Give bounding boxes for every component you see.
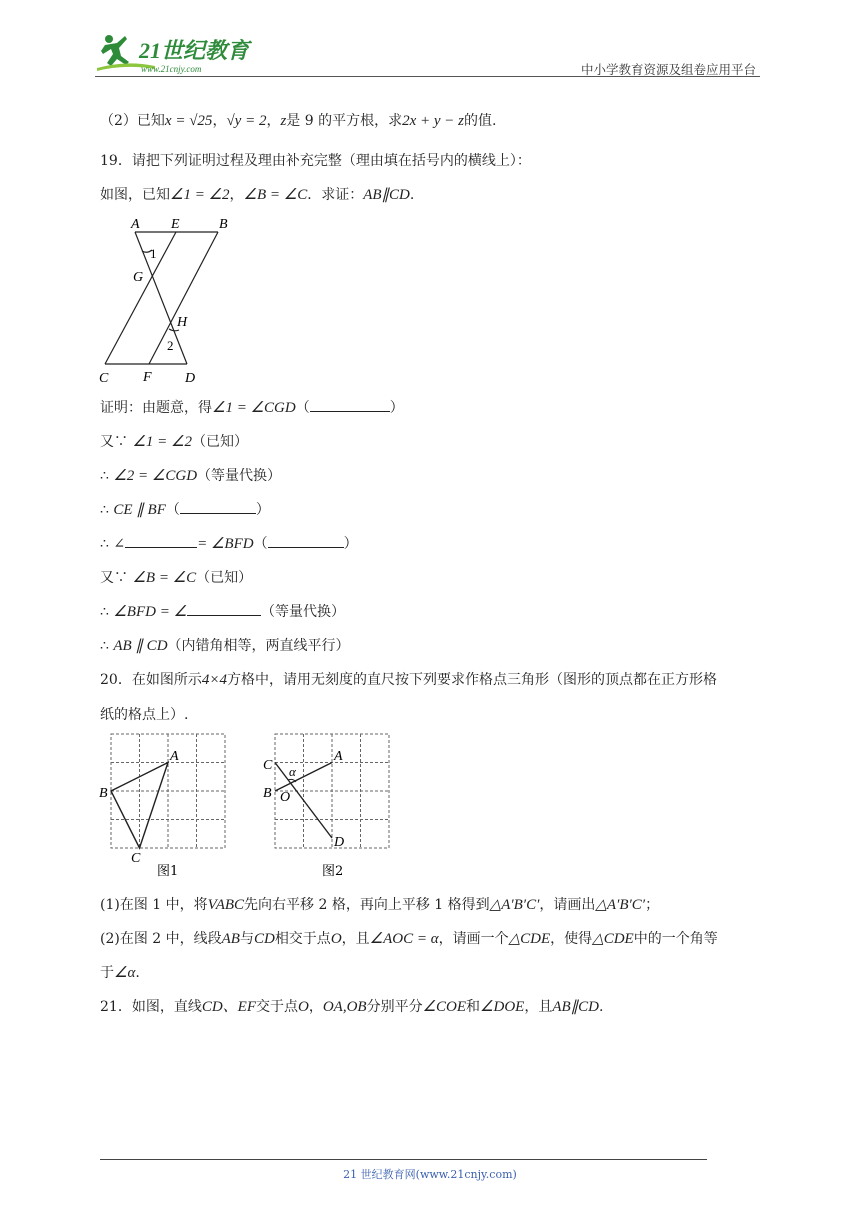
q19-given-mid: ．求证： <box>307 187 364 203</box>
q18-part2 <box>100 111 496 131</box>
q20-title-b: 方格中，请用无刻度的直尺按下列要求作格点三角形（图形的顶点都在正方形格 <box>226 672 717 688</box>
q20p1-c: ，请画出 <box>539 897 596 913</box>
q20p2-a: (2)在图 2 中，线段 <box>100 931 222 947</box>
step8-prefix: ∴ <box>100 638 114 654</box>
proof-step-1 <box>100 398 404 418</box>
step7-prefix: ∴ <box>100 604 114 620</box>
q21-stem <box>100 997 603 1017</box>
label-C: C <box>99 371 109 386</box>
line-EC <box>105 232 176 364</box>
logo-url: www.21cnjy.com <box>141 64 202 74</box>
fig2-label-D: D <box>334 835 345 850</box>
fig2-caption: 图2 <box>322 864 344 879</box>
grid-1 <box>111 734 225 848</box>
fig1-label-B: B <box>99 786 108 801</box>
q20p1-a: (1)在图 1 中，将 <box>100 897 208 913</box>
q20p2-m4: ∠AOC = α <box>369 931 439 947</box>
q19-given <box>100 185 414 205</box>
q20p2-b: 与 <box>239 931 254 947</box>
label-A: A <box>131 217 140 232</box>
q20-figure-1 <box>95 730 235 880</box>
q18-lead: （2）已知 <box>100 113 165 129</box>
q20p1-m2: △A′B′C′ <box>489 897 540 913</box>
q21-a: 21．如图，直线 <box>100 999 202 1015</box>
footer-divider <box>100 1159 707 1160</box>
q20-figure-2 <box>258 730 398 880</box>
step3-prefix: ∴ <box>100 468 114 484</box>
logo-text: 21世纪教育 <box>139 38 250 63</box>
q18-target-expr: 2x + y − z <box>402 113 465 129</box>
step5-open: （ <box>253 536 268 552</box>
site-logo <box>95 30 265 80</box>
q20-part1 <box>100 895 659 915</box>
q21-e: 和 <box>466 999 481 1015</box>
q21-d: 分别平分 <box>366 999 423 1015</box>
fig1-label-C: C <box>131 851 141 866</box>
footer-source: 21 世纪教育网(www.21cnjy.com) <box>343 1168 517 1181</box>
proof-step-8 <box>100 636 350 656</box>
label-B: B <box>219 217 228 232</box>
q20p2-m5: △CDE <box>508 931 551 947</box>
q20-title-a: 20．在如图所示 <box>100 672 202 688</box>
reason-blank-2[interactable] <box>180 501 256 514</box>
proof-step-6 <box>100 568 252 588</box>
step3-reason: （等量代换） <box>197 468 282 484</box>
step1-close: ） <box>389 400 404 416</box>
q20p2-m1: AB <box>221 931 240 947</box>
q21-m1: CD、EF <box>201 999 256 1015</box>
step2-prefix: 又∵ <box>100 434 133 450</box>
label-angle-1: 1 <box>150 246 157 261</box>
fig1-caption: 图1 <box>157 864 179 879</box>
fig2-label-O: O <box>280 790 291 805</box>
q21-c: ， <box>308 999 323 1015</box>
step7-math: ∠BFD = ∠ <box>113 604 188 620</box>
fig2-label-C: C <box>263 758 273 773</box>
q18-z: z <box>280 113 287 129</box>
step2-math: ∠1 = ∠2 <box>132 434 192 450</box>
q18-mid: 是 9 的平方根，求 <box>286 113 403 129</box>
q20p2-e: ，请画一个 <box>438 931 509 947</box>
q21-b: 交于点 <box>256 999 298 1015</box>
q20p1-d: ； <box>645 897 660 913</box>
q18-y-expr: √y = 2 <box>226 113 267 129</box>
q18-sep1: ， <box>212 113 227 129</box>
q20p1-m3: △A′B′C′ <box>595 897 646 913</box>
q20p2-d: ，且 <box>341 931 370 947</box>
q20p2-m6: △CDE <box>592 931 634 947</box>
q19-given-end: . <box>409 187 415 203</box>
q18-sep2: ， <box>266 113 281 129</box>
step1-open: （ <box>295 400 310 416</box>
grid-2 <box>275 734 389 848</box>
q19-title: 19．请把下列证明过程及理由补充完整（理由填在括号内的横线上）： <box>100 153 531 169</box>
proof-step-5 <box>100 534 358 554</box>
reason-blank-3[interactable] <box>268 535 344 548</box>
step5-math: = ∠BFD <box>197 536 254 552</box>
fig2-label-B: B <box>263 786 272 801</box>
q20-part2 <box>100 929 718 949</box>
q21-f: ，且 <box>524 999 553 1015</box>
q20-grid-size: 4×4 <box>201 672 227 688</box>
q21-m2: O <box>298 999 309 1015</box>
line-BF <box>149 232 218 364</box>
q21-g: . <box>599 999 604 1015</box>
q21-m3: OA,OB <box>322 999 367 1015</box>
step6-reason: （已知） <box>196 570 253 586</box>
step6-math: ∠B = ∠C <box>132 570 197 586</box>
step4-prefix: ∴ <box>100 502 114 518</box>
step4-close: ） <box>255 502 270 518</box>
step5-prefix: ∴ ∠ <box>100 536 126 552</box>
q20p1-b: 先向右平移 2 格，再向上平移 1 格得到 <box>244 897 490 913</box>
q20-part2-line2 <box>100 963 140 983</box>
fig1-label-A: A <box>170 749 179 764</box>
reason-blank-1[interactable] <box>310 399 390 412</box>
step4-math: CE ∥ BF <box>113 502 166 518</box>
q21-m4: ∠COE <box>422 999 467 1015</box>
page-header <box>95 30 760 82</box>
q20p2-c: 相交于点 <box>274 931 331 947</box>
proof-step-2 <box>100 432 248 452</box>
q20p2-l2-m: ∠α <box>114 965 136 981</box>
q20p2-m2: CD <box>253 931 275 947</box>
platform-name: 中小学教育资源及组卷应用平台 <box>580 62 756 77</box>
q19-given-math3: AB∥CD <box>363 187 410 203</box>
label-F: F <box>143 370 152 385</box>
step4-open: （ <box>165 502 180 518</box>
q20p2-l2-b: . <box>135 965 140 981</box>
proof-step-4 <box>100 500 270 520</box>
step8-math: AB ∥ CD <box>113 638 168 654</box>
q19-given-math1: ∠1 = ∠2 <box>170 187 230 203</box>
step3-math: ∠2 = ∠CGD <box>113 468 198 484</box>
q20p2-f: ，使得 <box>550 931 593 947</box>
q20p2-m3: O <box>330 931 342 947</box>
q19-given-sep: ， <box>229 187 244 203</box>
label-angle-2: 2 <box>167 338 174 353</box>
angle-blank-2[interactable] <box>187 603 261 616</box>
step7-reason: （等量代换） <box>261 604 346 620</box>
q19-given-lead: 如图，已知 <box>100 187 170 203</box>
fig2-label-A: A <box>334 749 343 764</box>
q19-given-math2: ∠B = ∠C <box>243 187 308 203</box>
step2-reason: （已知） <box>191 434 248 450</box>
q20p1-m1: VABC <box>207 897 245 913</box>
angle-blank-1[interactable] <box>125 535 197 548</box>
label-E: E <box>171 217 180 232</box>
step5-close: ） <box>343 536 358 552</box>
step8-reason: （内错角相等，两直线平行） <box>167 638 350 654</box>
proof-step-7 <box>100 602 345 622</box>
q20p2-l2-a: 于 <box>100 965 114 981</box>
q18-tail: 的值. <box>464 113 497 129</box>
label-D: D <box>185 371 196 386</box>
q21-m5: ∠DOE <box>480 999 525 1015</box>
header-divider <box>95 76 760 77</box>
q20-title-line2: 纸的格点上）. <box>100 707 189 723</box>
q21-m6: AB∥CD <box>552 999 599 1015</box>
q19-figure <box>95 212 245 387</box>
step6-prefix: 又∵ <box>100 570 133 586</box>
step1-prefix: 证明：由题意，得 <box>100 400 212 416</box>
proof-step-3 <box>100 466 281 486</box>
fig2-label-alpha: α <box>289 764 296 779</box>
q18-x-expr: x = √25 <box>164 113 213 129</box>
q20p2-g: 中的一个角等 <box>633 931 718 947</box>
q20-title-line1 <box>100 670 717 690</box>
label-G: G <box>133 270 144 285</box>
label-H: H <box>177 315 188 330</box>
step1-math: ∠1 = ∠CGD <box>212 400 296 416</box>
